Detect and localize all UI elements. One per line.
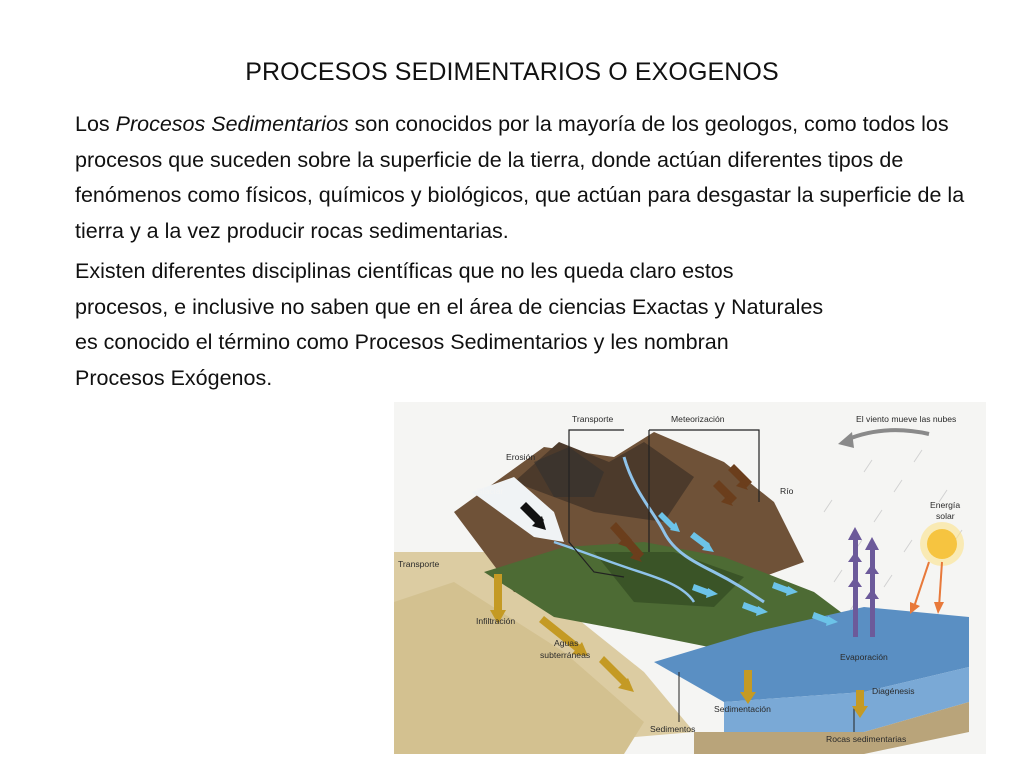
label-sedimentos: Sedimentos xyxy=(650,724,696,734)
label-sedimentacion: Sedimentación xyxy=(714,704,771,714)
label-glaciar: Glaciar xyxy=(476,486,504,496)
paragraph-2 xyxy=(75,254,975,396)
label-viento: El viento mueve las nubes xyxy=(856,414,957,424)
label-evaporacion: Evaporación xyxy=(840,652,888,662)
label-energia-2: solar xyxy=(936,511,955,521)
label-aguas-2: subterráneas xyxy=(540,650,591,660)
label-aguas-1: Aguas xyxy=(554,638,579,648)
paragraph-1-emphasis: Procesos Sedimentarios xyxy=(115,112,349,136)
paragraph-1-start: Los xyxy=(75,112,116,136)
label-erosion: Erosión xyxy=(506,452,536,462)
paragraph-1-rest: son conocidos por la mayoría de los geologos, como todos los procesos que suceden sobre la superficie de la tierra, donde actúan diferentes tipos de fenómenos como físicos, químicos y biológicos, que actúan para desgastar la superficie de la tierra y a la vez producir rocas sedimentarias. xyxy=(75,112,965,243)
label-transporte-left: Transporte xyxy=(398,559,440,569)
label-transporte-top: Transporte xyxy=(572,414,614,424)
label-meteorizacion: Meteorización xyxy=(671,414,725,424)
label-rio: Río xyxy=(780,486,794,496)
paragraph-1 xyxy=(75,107,975,249)
body-text xyxy=(75,107,975,396)
paragraph-2-line: Existen diferentes disciplinas científicas que no les queda claro estos xyxy=(75,259,734,283)
paragraph-2-line: procesos, e inclusive no saben que en el área de ciencias Exactas y Naturales xyxy=(75,294,824,319)
label-infiltracion: Infiltración xyxy=(476,616,516,626)
label-rocas: Rocas sedimentarias xyxy=(826,734,907,744)
sun xyxy=(927,529,957,559)
slide-title: PROCESOS SEDIMENTARIOS O EXOGENOS xyxy=(245,58,779,86)
sedimentary-cycle-diagram xyxy=(394,402,986,754)
paragraph-2-line: Procesos Exógenos. xyxy=(75,365,273,390)
label-diagenesis: Diagénesis xyxy=(872,686,915,696)
label-energia-1: Energía xyxy=(930,500,961,510)
paragraph-2-line: es conocido el término como Procesos Sedimentarios y les nombran xyxy=(75,330,729,354)
